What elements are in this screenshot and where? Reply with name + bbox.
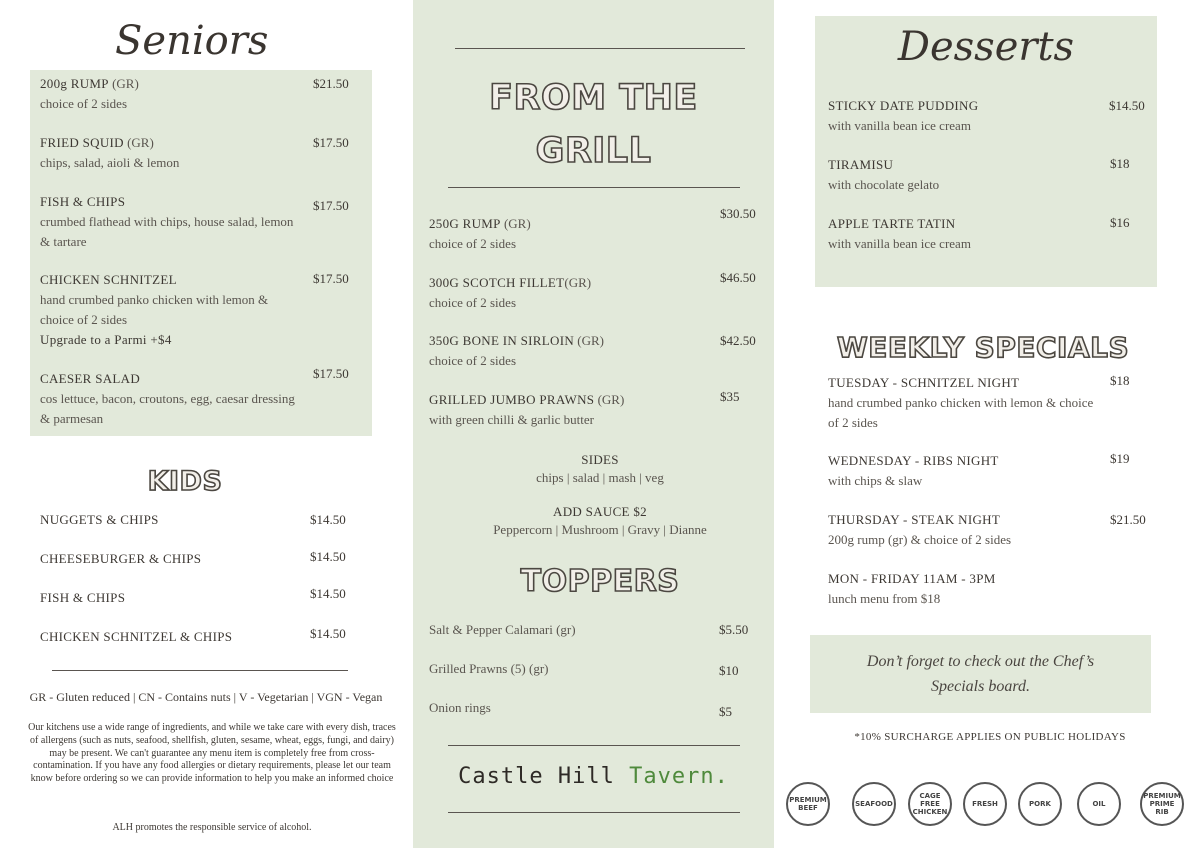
item-price: $16 bbox=[1110, 215, 1130, 230]
sides-list: chips | salad | mash | veg bbox=[536, 470, 664, 485]
topper-name: Salt & Pepper Calamari (gr) bbox=[429, 622, 576, 637]
item-description: hand crumbed panko chicken with lemon & choice of 2 sides bbox=[828, 395, 1094, 430]
item-price: $18 bbox=[1110, 373, 1130, 388]
item-upgrade: Upgrade to a Parmi +$4 bbox=[40, 332, 172, 347]
item-name: 350G BONE IN SIRLOIN bbox=[429, 333, 575, 348]
badge-label: CAGE FREE CHICKEN bbox=[912, 792, 948, 816]
item-description: choice of 2 sides bbox=[429, 236, 517, 251]
kids-item-name: FISH & CHIPS bbox=[40, 590, 126, 605]
item-price: $17.50 bbox=[313, 271, 349, 286]
item-tag: (GR) bbox=[564, 275, 592, 290]
fresh-produce-icon bbox=[963, 782, 1007, 826]
kids-item-price: $14.50 bbox=[310, 626, 346, 641]
badge-label: PORK bbox=[1029, 800, 1051, 808]
item-name: 200g RUMP bbox=[40, 76, 109, 91]
dessert-item bbox=[828, 155, 1098, 195]
topper-price: $5.50 bbox=[719, 622, 749, 637]
kids-title: KIDS bbox=[147, 466, 223, 497]
topper-price: $10 bbox=[719, 663, 739, 678]
item-price: $46.50 bbox=[720, 270, 756, 285]
item-description: choice of 2 sides bbox=[429, 295, 517, 310]
item-description: crumbed flathead with chips, house salad, lemon & tartare bbox=[40, 214, 294, 249]
item-name: THURSDAY - STEAK NIGHT bbox=[828, 512, 1001, 527]
menu-item bbox=[429, 214, 709, 254]
toppers-title: TOPPERS bbox=[520, 564, 680, 599]
item-name: STICKY DATE PUDDING bbox=[828, 98, 979, 113]
premium-prime-rib-icon bbox=[1140, 782, 1184, 826]
surcharge-notice: *10% SURCHARGE APPLIES ON PUBLIC HOLIDAYS bbox=[854, 731, 1126, 743]
allergen-notice: Our kitchens use a wide range of ingredients, and while we take care with every dish, traces of allergens (such as nuts, seafood, shellfish, gluten, sesame, wheat, eggs, fungi, and dairy) may be present. We can't guarantee any menu item is completely free from cross-contamination. If you have any food allergies or dietary requirements, please let our team know before ordering so we can provide information to help you make an informed choice bbox=[28, 722, 396, 785]
item-name: MON - FRIDAY 11AM - 3PM bbox=[828, 571, 996, 586]
kids-item-name: CHICKEN SCHNITZEL & CHIPS bbox=[40, 629, 233, 644]
item-description: with vanilla bean ice cream bbox=[828, 236, 971, 251]
badge-label: OIL bbox=[1092, 800, 1106, 808]
dietary-legend: GR - Gluten reduced | CN - Contains nuts | V - Vegetarian | VGN - Vegan bbox=[29, 690, 383, 704]
badge-label: PREMIUM BEEF bbox=[789, 796, 827, 812]
weekly-specials-title: WEEKLY SPECIALS bbox=[836, 331, 1130, 364]
seafood-icon bbox=[852, 782, 896, 826]
item-price: $14.50 bbox=[1109, 98, 1145, 113]
menu-item bbox=[40, 133, 310, 173]
badge-label: SEAFOOD bbox=[855, 800, 893, 808]
item-price: $30.50 bbox=[720, 206, 756, 221]
item-name: CAESER SALAD bbox=[40, 371, 141, 386]
dessert-item bbox=[828, 96, 1098, 136]
seniors-title: Seniors bbox=[115, 18, 269, 64]
brand-name-part1: Castle Hill bbox=[458, 764, 615, 789]
badge-label: PREMIUM PRIME RIB bbox=[1143, 792, 1181, 816]
item-name: GRILLED JUMBO PRAWNS bbox=[429, 392, 595, 407]
kids-item-name: CHEESEBURGER & CHIPS bbox=[40, 551, 202, 566]
menu-item bbox=[40, 270, 305, 350]
special-item bbox=[828, 510, 1098, 550]
polyunsaturated-oil-icon bbox=[1077, 782, 1121, 826]
item-tag: (GR) bbox=[500, 216, 531, 231]
menu-item bbox=[40, 74, 310, 114]
item-description: choice of 2 sides bbox=[429, 353, 517, 368]
item-price: $21.50 bbox=[313, 76, 349, 91]
item-tag: (GR) bbox=[594, 392, 625, 407]
menu-item bbox=[429, 273, 709, 313]
item-name: FISH & CHIPS bbox=[40, 194, 126, 209]
sides-title: SIDES bbox=[581, 452, 619, 467]
grill-title-line1: FROM THE bbox=[489, 78, 698, 118]
menu-item bbox=[429, 390, 709, 430]
item-description: chips, salad, aioli & lemon bbox=[40, 155, 180, 170]
desserts-title: Desserts bbox=[897, 24, 1075, 70]
item-name: WEDNESDAY - RIBS NIGHT bbox=[828, 453, 999, 468]
item-name: TIRAMISU bbox=[828, 157, 894, 172]
divider bbox=[448, 187, 740, 188]
item-name: CHICKEN SCHNITZEL bbox=[40, 272, 177, 287]
item-price: $17.50 bbox=[313, 198, 349, 213]
topper-name: Grilled Prawns (5) (gr) bbox=[429, 661, 549, 676]
kids-item-price: $14.50 bbox=[310, 549, 346, 564]
divider bbox=[448, 745, 740, 746]
item-price: $42.50 bbox=[720, 333, 756, 348]
item-price: $17.50 bbox=[313, 135, 349, 150]
menu-item bbox=[40, 369, 305, 429]
brand-logo bbox=[413, 764, 774, 789]
menu-item bbox=[40, 192, 305, 252]
item-description: with green chilli & garlic butter bbox=[429, 412, 594, 427]
item-description: with chips & slaw bbox=[828, 473, 923, 488]
divider bbox=[455, 48, 745, 49]
item-description: cos lettuce, bacon, croutons, egg, caesar dressing & parmesan bbox=[40, 391, 295, 426]
item-price: $19 bbox=[1110, 451, 1130, 466]
item-description: 200g rump (gr) & choice of 2 sides bbox=[828, 532, 1012, 547]
item-tag: (GR) bbox=[574, 333, 604, 348]
item-name: TUESDAY - SCHNITZEL NIGHT bbox=[828, 375, 1020, 390]
chef-note: Don’t forget to check out the Chef’s Specials board. bbox=[866, 653, 1095, 695]
item-description: lunch menu from $18 bbox=[828, 591, 941, 606]
dessert-item bbox=[828, 214, 1098, 254]
item-description: with vanilla bean ice cream bbox=[828, 118, 971, 133]
topper-name: Onion rings bbox=[429, 700, 491, 715]
special-item bbox=[828, 373, 1098, 433]
kids-item-price: $14.50 bbox=[310, 586, 346, 601]
item-name: 300G SCOTCH FILLET bbox=[429, 275, 565, 290]
menu-item bbox=[429, 331, 709, 371]
item-description: choice of 2 sides bbox=[40, 96, 128, 111]
premium-pork-icon bbox=[1018, 782, 1062, 826]
alcohol-notice: ALH promotes the responsible service of alcohol. bbox=[112, 822, 312, 833]
item-name: APPLE TARTE TATIN bbox=[828, 216, 956, 231]
item-price: $17.50 bbox=[313, 366, 349, 381]
sauce-title: ADD SAUCE $2 bbox=[553, 504, 647, 519]
item-tag: (GR) bbox=[108, 76, 139, 91]
topper-price: $5 bbox=[719, 704, 732, 719]
brand-name-part2: Tavern. bbox=[629, 764, 729, 789]
item-price: $35 bbox=[720, 389, 740, 404]
cage-free-chicken-icon bbox=[908, 782, 952, 826]
premium-beef-icon bbox=[786, 782, 830, 826]
item-description: hand crumbed panko chicken with lemon & choice of 2 sides bbox=[40, 292, 269, 327]
item-tag: (GR) bbox=[123, 135, 154, 150]
divider bbox=[448, 812, 740, 813]
special-item bbox=[828, 451, 1098, 491]
grill-title-line2: GRILL bbox=[535, 131, 652, 171]
badge-label: FRESH bbox=[972, 800, 998, 808]
kids-item-price: $14.50 bbox=[310, 512, 346, 527]
special-item bbox=[828, 569, 1098, 609]
item-name: FRIED SQUID bbox=[40, 135, 124, 150]
item-price: $18 bbox=[1110, 156, 1130, 171]
item-description: with chocolate gelato bbox=[828, 177, 940, 192]
divider bbox=[52, 670, 348, 671]
item-name: 250G RUMP bbox=[429, 216, 501, 231]
sauce-list: Peppercorn | Mushroom | Gravy | Dianne bbox=[493, 522, 707, 537]
kids-item-name: NUGGETS & CHIPS bbox=[40, 512, 159, 527]
item-price: $21.50 bbox=[1110, 512, 1146, 527]
